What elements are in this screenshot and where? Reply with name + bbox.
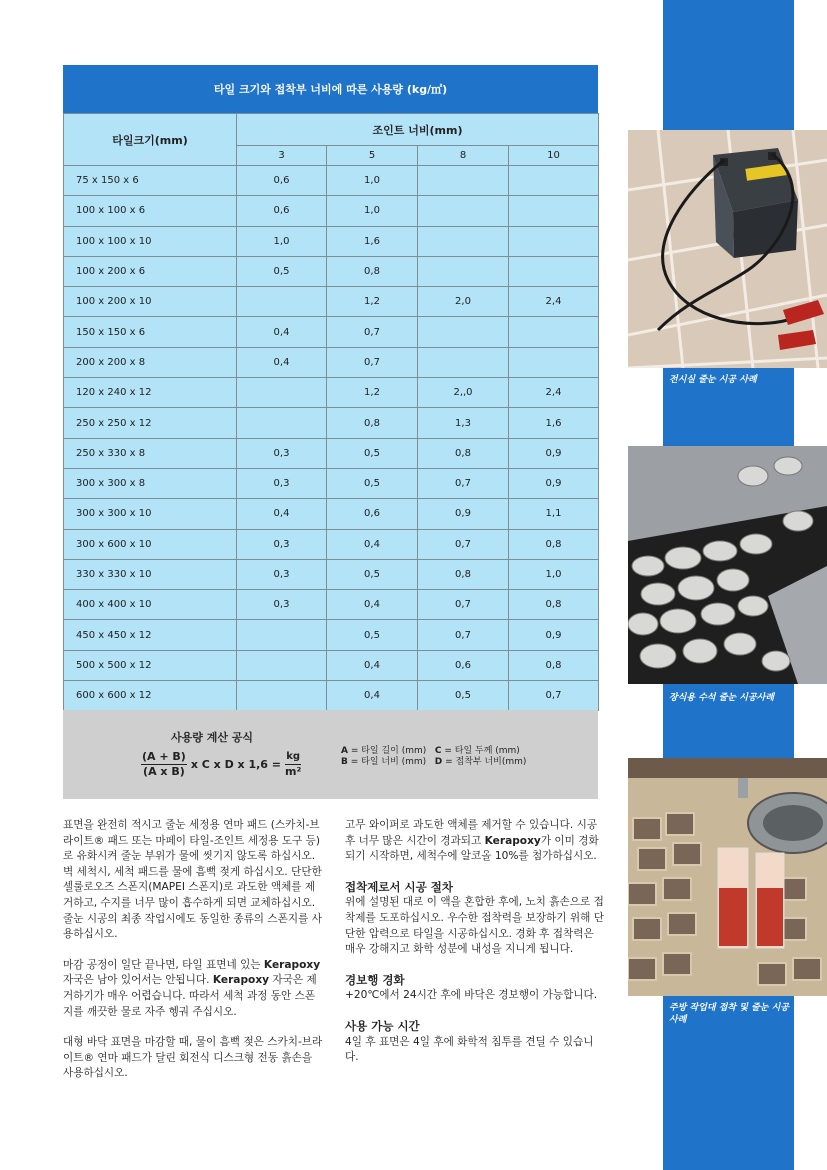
caption-showroom: 전시실 줄눈 시공 사례	[669, 375, 757, 385]
joint-width-8: 8	[418, 146, 509, 166]
usage-value-cell: 0,3	[237, 590, 327, 620]
tile-size-cell: 120 x 240 x 12	[64, 378, 237, 408]
usage-value-cell: 1,3	[418, 408, 509, 438]
tile-size-header: 타일크기(mm)	[64, 114, 237, 166]
usage-value-cell: 0,7	[327, 347, 418, 377]
table-row	[64, 590, 599, 620]
left-paragraph-2	[63, 958, 323, 1020]
table-row	[64, 559, 599, 589]
legend-row-2	[341, 757, 526, 768]
usage-value-cell: 0,8	[509, 650, 599, 680]
usage-value-cell: 1,0	[327, 166, 418, 196]
usage-value-cell: 0,7	[418, 468, 509, 498]
usage-value-cell	[418, 256, 509, 286]
usage-value-cell: 0,7	[509, 681, 599, 711]
usage-value-cell	[509, 347, 599, 377]
usage-value-cell: 0,6	[327, 499, 418, 529]
kitchen-photo-image	[628, 758, 827, 996]
paragraph-adhesive: 위에 설명된 대로 이 액을 혼합한 후에, 노치 흙손으로 접착제를 도포하십시오. 우수한 접착력을 보장하기 위해 단단한 압력으로 타일을 시공하십시오. 경화 후 접착력은 매우 강해지고 화학 성분에 내성을 지니게 됩니다.	[345, 896, 604, 956]
usage-value-cell: 0,4	[327, 681, 418, 711]
usage-value-cell: 0,7	[418, 590, 509, 620]
right-text-column	[345, 818, 605, 1081]
usage-value-cell: 0,3	[237, 468, 327, 498]
usage-value-cell	[237, 287, 327, 317]
usage-table	[63, 113, 599, 711]
usage-value-cell	[509, 196, 599, 226]
tile-size-cell: 300 x 600 x 10	[64, 529, 237, 559]
usage-value-cell: 0,4	[237, 499, 327, 529]
formula-box	[63, 710, 598, 799]
usage-value-cell: 2,0	[418, 287, 509, 317]
tile-size-cell: 250 x 250 x 12	[64, 408, 237, 438]
p2-mid: 자국은 남아 있어서는 안됩니다.	[63, 974, 213, 987]
usage-value-cell: 0,7	[418, 620, 509, 650]
usage-value-cell	[237, 650, 327, 680]
left-paragraph-3: 대형 바닥 표면을 마감할 때, 물이 흠뻑 젖은 스카치-브라이트® 연마 패드가 달린 회전식 디스크형 전동 흙손을 사용하십시오.	[63, 1036, 323, 1080]
legend-c-text: = 타일 두께 (mm)	[441, 746, 520, 756]
table-row	[64, 408, 599, 438]
usage-value-cell: 0,9	[509, 468, 599, 498]
usage-value-cell: 2,4	[509, 287, 599, 317]
paragraph-foot-traffic: +20℃에서 24시간 후에 바닥은 경보행이 가능합니다.	[345, 989, 598, 1002]
usage-value-cell: 1,0	[509, 559, 599, 589]
tile-size-cell: 300 x 300 x 10	[64, 499, 237, 529]
usage-value-cell	[418, 196, 509, 226]
joint-width-5: 5	[327, 146, 418, 166]
tile-size-cell: 400 x 400 x 10	[64, 590, 237, 620]
table-row	[64, 438, 599, 468]
table-row	[64, 620, 599, 650]
usage-value-cell: 0,8	[327, 256, 418, 286]
usage-value-cell: 0,5	[237, 256, 327, 286]
tile-size-cell: 250 x 330 x 8	[64, 438, 237, 468]
usage-value-cell	[418, 166, 509, 196]
usage-value-cell: 0,6	[237, 166, 327, 196]
usage-value-cell: 2,4	[509, 378, 599, 408]
heading-adhesive: 접착제로서 시공 절차	[345, 879, 453, 894]
usage-value-cell: 0,9	[418, 499, 509, 529]
usage-value-cell: 0,8	[418, 559, 509, 589]
pebble-photo-image	[628, 446, 827, 684]
usage-value-cell: 0,9	[509, 438, 599, 468]
p2-brand-1: Kerapoxy	[263, 958, 321, 971]
usage-value-cell: 0,6	[418, 650, 509, 680]
table-row	[64, 317, 599, 347]
table-row	[64, 287, 599, 317]
formula-expression	[141, 750, 301, 779]
formula-unit-kg: kg	[285, 750, 301, 765]
table-row	[64, 529, 599, 559]
legend-c-key: C	[434, 746, 442, 756]
usage-value-cell: 0,4	[327, 590, 418, 620]
usage-value-cell	[509, 226, 599, 256]
usage-value-cell: 0,7	[418, 529, 509, 559]
usage-value-cell: 0,8	[327, 408, 418, 438]
photo-pebble-grout	[628, 446, 827, 684]
table-row	[64, 681, 599, 711]
table-row	[64, 499, 599, 529]
tile-size-cell: 100 x 100 x 6	[64, 196, 237, 226]
paragraph-usable-time: 4일 후 표면은 4일 후에 화학적 침투를 견딜 수 있습니다.	[345, 1035, 594, 1064]
tile-size-cell: 500 x 500 x 12	[64, 650, 237, 680]
heading-foot-traffic: 경보행 경화	[345, 972, 405, 987]
p2-brand-2: Kerapoxy	[212, 974, 270, 987]
p2-pre: 마감 공정이 일단 끝나면, 타일 표면네 있는	[63, 958, 264, 971]
usage-value-cell: 0,4	[327, 650, 418, 680]
tile-size-cell: 100 x 200 x 10	[64, 287, 237, 317]
usage-value-cell	[418, 317, 509, 347]
usage-value-cell	[509, 317, 599, 347]
tile-size-cell: 150 x 150 x 6	[64, 317, 237, 347]
usage-value-cell: 0,7	[327, 317, 418, 347]
usage-value-cell	[237, 681, 327, 711]
usage-value-cell: 0,6	[237, 196, 327, 226]
usage-value-cell: 0,4	[237, 347, 327, 377]
table-row	[64, 226, 599, 256]
table-row	[64, 347, 599, 377]
rp1-post: 가 이미 경화되기 시작하면, 세척수에 알코올 10%를 첨가하십시오.	[345, 834, 599, 863]
photo-showroom-grout	[628, 130, 827, 368]
formula-fraction	[141, 750, 187, 779]
tile-size-cell: 600 x 600 x 12	[64, 681, 237, 711]
usage-value-cell: 0,5	[327, 438, 418, 468]
usage-value-cell: 1,0	[237, 226, 327, 256]
formula-unit	[285, 750, 301, 779]
legend-a-text: = 타일 길이 (mm)	[347, 746, 427, 756]
usage-value-cell: 0,5	[327, 468, 418, 498]
tile-size-cell: 200 x 200 x 8	[64, 347, 237, 377]
formula-unit-m2: m²	[285, 765, 302, 778]
photo-kitchen-counter	[628, 758, 827, 996]
usage-value-cell: 0,4	[237, 317, 327, 347]
usage-value-cell: 1,0	[327, 196, 418, 226]
usage-value-cell: 0,8	[509, 529, 599, 559]
joint-width-header: 조인트 너비(mm)	[237, 114, 599, 146]
usage-value-cell	[237, 378, 327, 408]
rp1-pre: 고무 와이퍼로 과도한 액체를 제거할 수 있습니다. 시공 후 너무 많은 시간이 경과되고	[345, 819, 598, 847]
table-row	[64, 166, 599, 196]
table-row	[64, 650, 599, 680]
usage-value-cell: 1,6	[327, 226, 418, 256]
usage-value-cell: 1,2	[327, 378, 418, 408]
tile-size-cell: 330 x 330 x 10	[64, 559, 237, 589]
usage-value-cell: 0,3	[237, 559, 327, 589]
usage-value-cell: 2,,0	[418, 378, 509, 408]
caption-pebble: 장식용 수석 줄눈 시공사례	[669, 693, 775, 703]
usage-value-cell: 0,3	[237, 529, 327, 559]
usage-value-cell: 0,8	[418, 438, 509, 468]
joint-width-3: 3	[237, 146, 327, 166]
tile-size-cell: 75 x 150 x 6	[64, 166, 237, 196]
legend-a-key: A	[341, 746, 348, 756]
legend-row-1	[341, 746, 526, 757]
usage-value-cell: 0,8	[509, 590, 599, 620]
table-title: 타일 크기와 접착부 너비에 따른 사용량 (kg/㎡)	[63, 65, 598, 113]
formula-legend	[341, 746, 526, 768]
usage-value-cell	[418, 347, 509, 377]
usage-value-cell: 0,5	[327, 620, 418, 650]
formula-numerator: (A + B)	[142, 750, 186, 763]
usage-table-section	[63, 65, 598, 711]
battery-photo-image	[628, 130, 827, 368]
usage-value-cell	[418, 226, 509, 256]
usage-value-cell	[509, 256, 599, 286]
tile-size-cell: 300 x 300 x 8	[64, 468, 237, 498]
table-body	[64, 166, 599, 711]
table-row	[64, 256, 599, 286]
formula-denominator: (A x B)	[143, 765, 185, 778]
usage-value-cell: 0,4	[327, 529, 418, 559]
caption-kitchen: 주방 작업대 접착 및 줄눈 시공 사례	[669, 1003, 789, 1025]
table-row	[64, 378, 599, 408]
left-text-column	[63, 818, 323, 1097]
usage-value-cell	[237, 408, 327, 438]
left-paragraph-1: 표면을 완전히 적시고 줄눈 세정용 연마 패드 (스카치-브라이트® 패드 또는 마페이 타일-조인트 세정용 도구 등)로 유화시켜 줄눈 부위가 물에 씻기지 않도록 하십시오. 벽 세척시, 세척 패드를 물에 흠뻑 젖게 하십시오. 단단한 셀룰로오즈 스폰지(MAPEI 스폰지)로 과도한 액체를 제거하고, 수지를 너무 많이 흡수하게 되면 교체하십시오. 줄눈 시공의 최종 작업시에도 동일한 종류의 스폰지를 사용하십시오.	[63, 819, 322, 941]
right-paragraph-1	[345, 818, 605, 865]
legend-d-text: = 접착부 너비(mm)	[442, 757, 527, 767]
usage-value-cell: 0,5	[418, 681, 509, 711]
tile-size-cell: 100 x 200 x 6	[64, 256, 237, 286]
tile-size-cell: 450 x 450 x 12	[64, 620, 237, 650]
usage-value-cell: 0,3	[237, 438, 327, 468]
table-row	[64, 468, 599, 498]
tile-size-cell: 100 x 100 x 10	[64, 226, 237, 256]
p2-post: 자국은 제거하기가 매우 어렵습니다. 따라서 세척 과정 동안 스폰지를 깨끗한 물로 자주 헹궈 주십시오.	[63, 974, 317, 1018]
legend-b-text: = 타일 너비 (mm)	[347, 757, 427, 767]
usage-value-cell: 1,2	[327, 287, 418, 317]
legend-b-key: B	[341, 757, 348, 767]
joint-width-10: 10	[509, 146, 599, 166]
formula-title: 사용량 계산 공식	[171, 731, 254, 744]
usage-value-cell: 1,1	[509, 499, 599, 529]
formula-middle: x C x D x 1,6 =	[190, 758, 281, 771]
heading-usable-time: 사용 가능 시간	[345, 1018, 420, 1033]
legend-d-key: D	[434, 757, 443, 767]
usage-value-cell: 0,9	[509, 620, 599, 650]
table-row	[64, 196, 599, 226]
usage-value-cell	[237, 620, 327, 650]
usage-value-cell: 1,6	[509, 408, 599, 438]
usage-value-cell	[509, 166, 599, 196]
usage-value-cell: 0,5	[327, 559, 418, 589]
rp1-brand: Kerapoxy	[484, 834, 541, 847]
